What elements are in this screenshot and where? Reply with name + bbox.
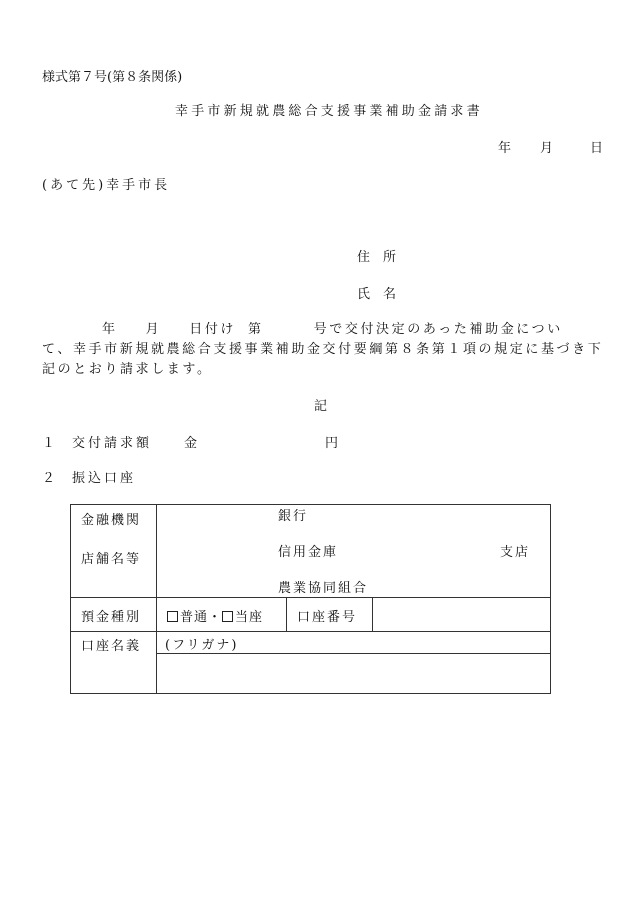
item1-label: 交付請求額 [72,436,153,451]
body-line1-rest: 号で交付決定のあった補助金につい [313,322,563,337]
branch-suffix: 支店 [500,545,531,560]
institution-label: 金融機関 [81,513,142,528]
deposit-row [71,598,551,632]
option-separator: ・ [208,610,223,625]
touza-checkbox[interactable] [222,611,233,622]
account-number-label: 口座番号 [287,598,373,632]
account-name-label: 口座名義 [71,632,157,694]
request-statement [42,320,604,380]
addressee: (あて先)幸手市長 [42,178,171,193]
deposit-type-label: 預金種別 [71,598,157,632]
address-label: 住 所 [357,250,397,265]
agri-coop-option: 農業協同組合 [278,581,369,596]
statement-line-1 [42,320,590,340]
date-day: 日 [590,141,604,156]
body-number-prefix: 第 [248,322,264,337]
deposit-type-options[interactable] [157,598,287,632]
item1-currency-prefix: 金 [184,436,198,451]
ki-heading: 記 [314,399,328,414]
account-number-field[interactable] [373,598,551,632]
body-date-suffix: 日付け [189,322,237,337]
furigana-row [71,632,551,654]
futsu-checkbox[interactable] [167,611,178,622]
date-month: 月 [540,141,554,156]
date-year: 年 [498,141,512,156]
futsu-label: 普通 [180,610,209,625]
page-title: 幸手市新規就農総合支援事業補助金請求書 [175,104,483,119]
name-label: 氏 名 [357,287,397,302]
furigana-field[interactable]: (フリガナ) [157,632,551,654]
item2-label: 振込口座 [72,471,137,486]
credit-union-option: 信用金庫 [278,545,339,560]
touza-label: 当座 [235,610,264,625]
institution-row [71,505,551,598]
statement-line-3: 記のとおり請求します。 [42,362,213,377]
branch-label: 店舗名等 [81,552,142,567]
body-year: 年 [102,322,118,337]
statement-line-2: て、幸手市新規就農総合支援事業補助金交付要綱第８条第１項の規定に基づき下 [42,342,604,357]
item1-unit: 円 [325,436,339,451]
bank-account-table [70,504,551,694]
institution-label-cell [71,505,157,598]
institution-value-cell[interactable] [157,505,551,598]
body-month: 月 [145,322,162,337]
form-number: 様式第７号(第８条関係) [42,70,183,85]
item2-number: ２ [42,471,56,486]
account-name-field[interactable] [157,654,551,694]
item1-number: １ [42,436,56,451]
bank-option: 銀行 [278,509,309,524]
